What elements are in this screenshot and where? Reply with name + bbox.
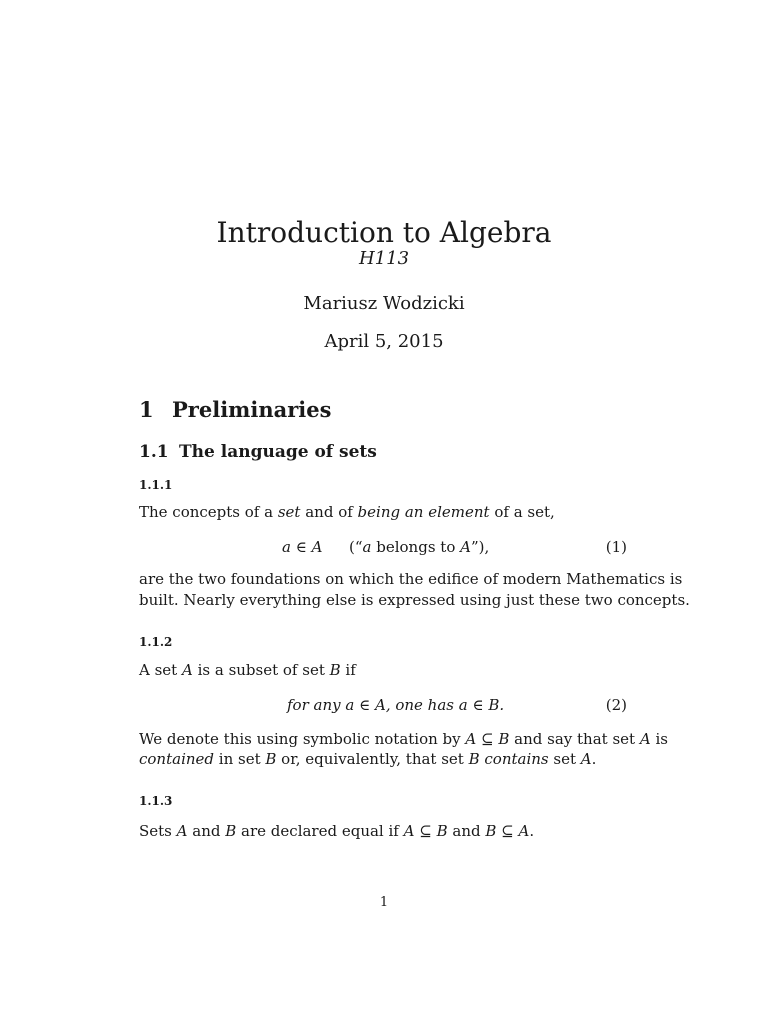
equation-number-2: (2) bbox=[605, 696, 627, 714]
text-run: and say that set bbox=[509, 730, 640, 748]
math-var: A bbox=[311, 538, 323, 556]
text-run: is a subset of set bbox=[192, 661, 330, 679]
math-var: a bbox=[458, 696, 468, 714]
text-run: and bbox=[187, 822, 226, 840]
subsection-heading bbox=[139, 442, 377, 462]
math-var: a bbox=[282, 538, 291, 556]
equation-number-1: (1) bbox=[605, 538, 627, 556]
author-name: Mariusz Wodzicki bbox=[303, 293, 465, 314]
math-symbol: ∈ bbox=[467, 696, 489, 714]
math-var: A bbox=[176, 822, 188, 840]
math-symbol: ⊆ bbox=[496, 822, 519, 840]
text-run: . bbox=[529, 822, 535, 840]
section-heading bbox=[139, 397, 331, 422]
paragraph-label-1-1-2: 1.1.2 bbox=[139, 635, 173, 649]
math-symbol: ⊆ bbox=[414, 822, 437, 840]
text-run: are declared equal if bbox=[236, 822, 404, 840]
paragraph-1-1-3-text bbox=[139, 822, 534, 840]
math-var: A bbox=[639, 730, 651, 748]
subsection-title: The language of sets bbox=[179, 442, 377, 462]
math-var: A bbox=[580, 750, 592, 768]
math-symbol: ∈ bbox=[354, 696, 375, 714]
document-title: Introduction to Algebra bbox=[216, 216, 552, 249]
math-var: B bbox=[265, 750, 277, 768]
math-symbol: ∈ bbox=[290, 538, 312, 556]
text-run: and bbox=[447, 822, 486, 840]
course-code: H113 bbox=[358, 248, 410, 269]
document-date: April 5, 2015 bbox=[324, 331, 444, 352]
equation-1 bbox=[282, 538, 322, 556]
text-run: if bbox=[340, 661, 356, 679]
text-run: . bbox=[591, 750, 597, 768]
math-var: a bbox=[345, 696, 355, 714]
text-run: , one has bbox=[385, 696, 459, 714]
emph-contains: contains bbox=[479, 750, 549, 768]
subsection-number: 1.1 bbox=[139, 442, 169, 462]
text-run: for any bbox=[287, 696, 346, 714]
math-var: a bbox=[362, 538, 372, 556]
page-number: 1 bbox=[379, 895, 389, 910]
equation-2 bbox=[287, 696, 504, 714]
math-var: A bbox=[465, 730, 477, 748]
math-var: A bbox=[403, 822, 415, 840]
math-var: A bbox=[181, 661, 193, 679]
text-run: . bbox=[499, 696, 505, 714]
math-var: B bbox=[329, 661, 341, 679]
text-run: and of bbox=[300, 503, 358, 521]
math-var: B bbox=[485, 822, 497, 840]
text-run: in set bbox=[214, 750, 266, 768]
paragraph-1-1-2-intro bbox=[139, 661, 356, 679]
text-run: set bbox=[548, 750, 581, 768]
section-title: Preliminaries bbox=[172, 397, 332, 422]
text-run: The concepts of a bbox=[139, 503, 278, 521]
text-run: of a set, bbox=[489, 503, 555, 521]
text-run: ”), bbox=[470, 538, 490, 556]
emph-set: set bbox=[277, 503, 301, 521]
text-run: We denote this using symbolic notation by bbox=[139, 730, 466, 748]
paragraph-label-1-1-3: 1.1.3 bbox=[139, 794, 173, 808]
math-var: A bbox=[518, 822, 530, 840]
text-run: Sets bbox=[139, 822, 177, 840]
emph-being-an-element: being an element bbox=[357, 503, 490, 521]
section-number: 1 bbox=[139, 397, 154, 422]
paragraph-1-1-1-intro bbox=[139, 503, 555, 521]
math-var: A bbox=[460, 538, 471, 556]
math-var: B bbox=[225, 822, 237, 840]
text-run: belongs to bbox=[371, 538, 461, 556]
math-var: B bbox=[436, 822, 448, 840]
math-var: A bbox=[374, 696, 386, 714]
text-run: (“ bbox=[349, 538, 363, 556]
paragraph-1-1-1-line-1: are the two foundations on which the edifice of modern Mathematics is bbox=[139, 570, 683, 588]
math-var: B bbox=[488, 696, 500, 714]
emph-contained: contained bbox=[139, 750, 214, 768]
math-var: B bbox=[498, 730, 510, 748]
text-run: A set bbox=[139, 661, 182, 679]
text-run: is bbox=[650, 730, 668, 748]
math-var: B bbox=[468, 750, 480, 768]
paragraph-label-1-1-1: 1.1.1 bbox=[139, 478, 173, 492]
paragraph-1-1-2-line-2 bbox=[139, 750, 596, 768]
text-run: or, equivalently, that set bbox=[276, 750, 469, 768]
paragraph-1-1-1-line-2: built. Nearly everything else is expressed using just these two concepts. bbox=[139, 591, 690, 609]
paragraph-1-1-2-line-1 bbox=[139, 730, 668, 748]
math-symbol: ⊆ bbox=[476, 730, 499, 748]
equation-1-gloss bbox=[349, 538, 489, 556]
